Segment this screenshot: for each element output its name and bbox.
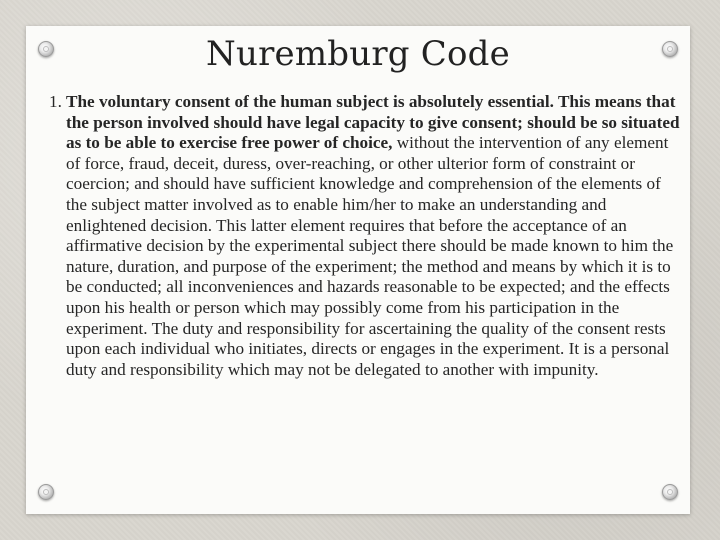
bold-text: The voluntary consent of the human subject is absolutely essential. This means that the person involved should have legal capacity to give consent; should be so situated as to be able to exercise free power of choice, [66,92,680,153]
list-item-number: 1. [49,92,62,111]
slide-body [49,92,685,380]
list-item [49,92,685,380]
regular-text: without the intervention of any element of force, fraud, deceit, duress, over-reaching, or other ulterior form of constraint or coercion; and should have sufficient knowledge and comprehension of the elements of the subject matter involved as to enable him/her to make an understanding and enlightened decision. This latter element requires that before the acceptance of an affirmative decision by the experimental subject there should be made known to him the nature, duration, and purpose of the experiment; the method and means by which it is to be conducted; all inconveniences and hazards reasonable to be expected; and the effects upon his health or person which may possibly come from his participation in the experiment. The duty and responsibility for ascertaining the quality of the consent rests upon each individual who initiates, directs or engages in the experiment. It is a personal duty and responsibility which may not be delegated to another with impunity. [66,133,674,379]
slide-title: Nuremburg Code [206,34,510,74]
pushpin-icon [38,484,54,500]
pushpin-icon [662,484,678,500]
slide-card [26,26,690,514]
